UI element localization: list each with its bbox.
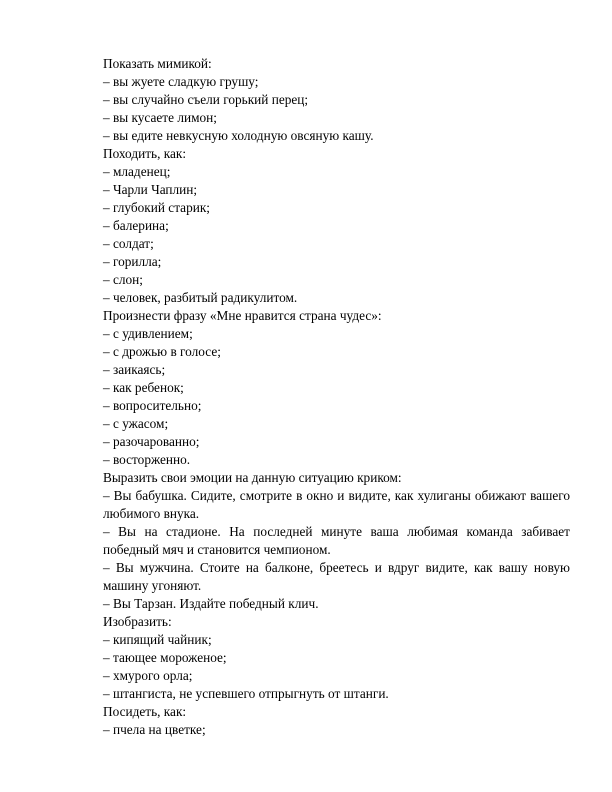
- list-item: – вы жуете сладкую грушу;: [103, 74, 259, 89]
- list-item: – с ужасом;: [103, 416, 169, 431]
- situation-paragraph: – Вы на стадионе. На последней минуте ваша любимая команда забивает победный мяч и становится чемпионом.: [103, 524, 570, 557]
- list-item: – слон;: [103, 272, 143, 287]
- situation-paragraph: – Вы Тарзан. Издайте победный клич.: [103, 596, 319, 611]
- section-heading: Изобразить:: [103, 614, 172, 629]
- list-item: – Чарли Чаплин;: [103, 182, 198, 197]
- list-item: – балерина;: [103, 218, 169, 233]
- situation-paragraph: – Вы бабушка. Сидите, смотрите в окно и видите, как хулиганы обижают вашего любимого внука.: [103, 488, 570, 521]
- list-item: – вопросительно;: [103, 398, 202, 413]
- list-item: – тающее мороженое;: [103, 650, 227, 665]
- list-item: – заикаясь;: [103, 362, 166, 377]
- section-heading: Произнести фразу «Мне нравится страна чудес»:: [103, 308, 382, 323]
- list-item: – с удивлением;: [103, 326, 193, 341]
- list-item: – человек, разбитый радикулитом.: [103, 290, 298, 305]
- list-item: – вы случайно съели горький перец;: [103, 92, 309, 107]
- list-item: – с дрожью в голосе;: [103, 344, 221, 359]
- list-item: – вы едите невкусную холодную овсяную кашу.: [103, 128, 374, 143]
- list-item: – горилла;: [103, 254, 162, 269]
- list-item: – восторженно.: [103, 452, 191, 467]
- list-item: – хмурого орла;: [103, 668, 193, 683]
- list-item: – как ребенок;: [103, 380, 184, 395]
- section-heading: Походить, как:: [103, 146, 187, 161]
- list-item: – глубокий старик;: [103, 200, 210, 215]
- section-heading: Показать мимикой:: [103, 56, 212, 71]
- list-item: – разочарованно;: [103, 434, 200, 449]
- list-item: – штангиста, не успевшего отпрыгнуть от штанги.: [103, 686, 389, 701]
- section-heading: Посидеть, как:: [103, 704, 187, 719]
- list-item: – пчела на цветке;: [103, 722, 206, 737]
- list-item: – младенец;: [103, 164, 171, 179]
- section-heading: Выразить свои эмоции на данную ситуацию криком:: [103, 470, 402, 485]
- situation-paragraph: – Вы мужчина. Стоите на балконе, бреетесь и вдруг видите, как вашу новую машину угоняют.: [103, 560, 570, 593]
- list-item: – вы кусаете лимон;: [103, 110, 217, 125]
- list-item: – солдат;: [103, 236, 154, 251]
- list-item: – кипящий чайник;: [103, 632, 212, 647]
- document-body: [103, 55, 570, 739]
